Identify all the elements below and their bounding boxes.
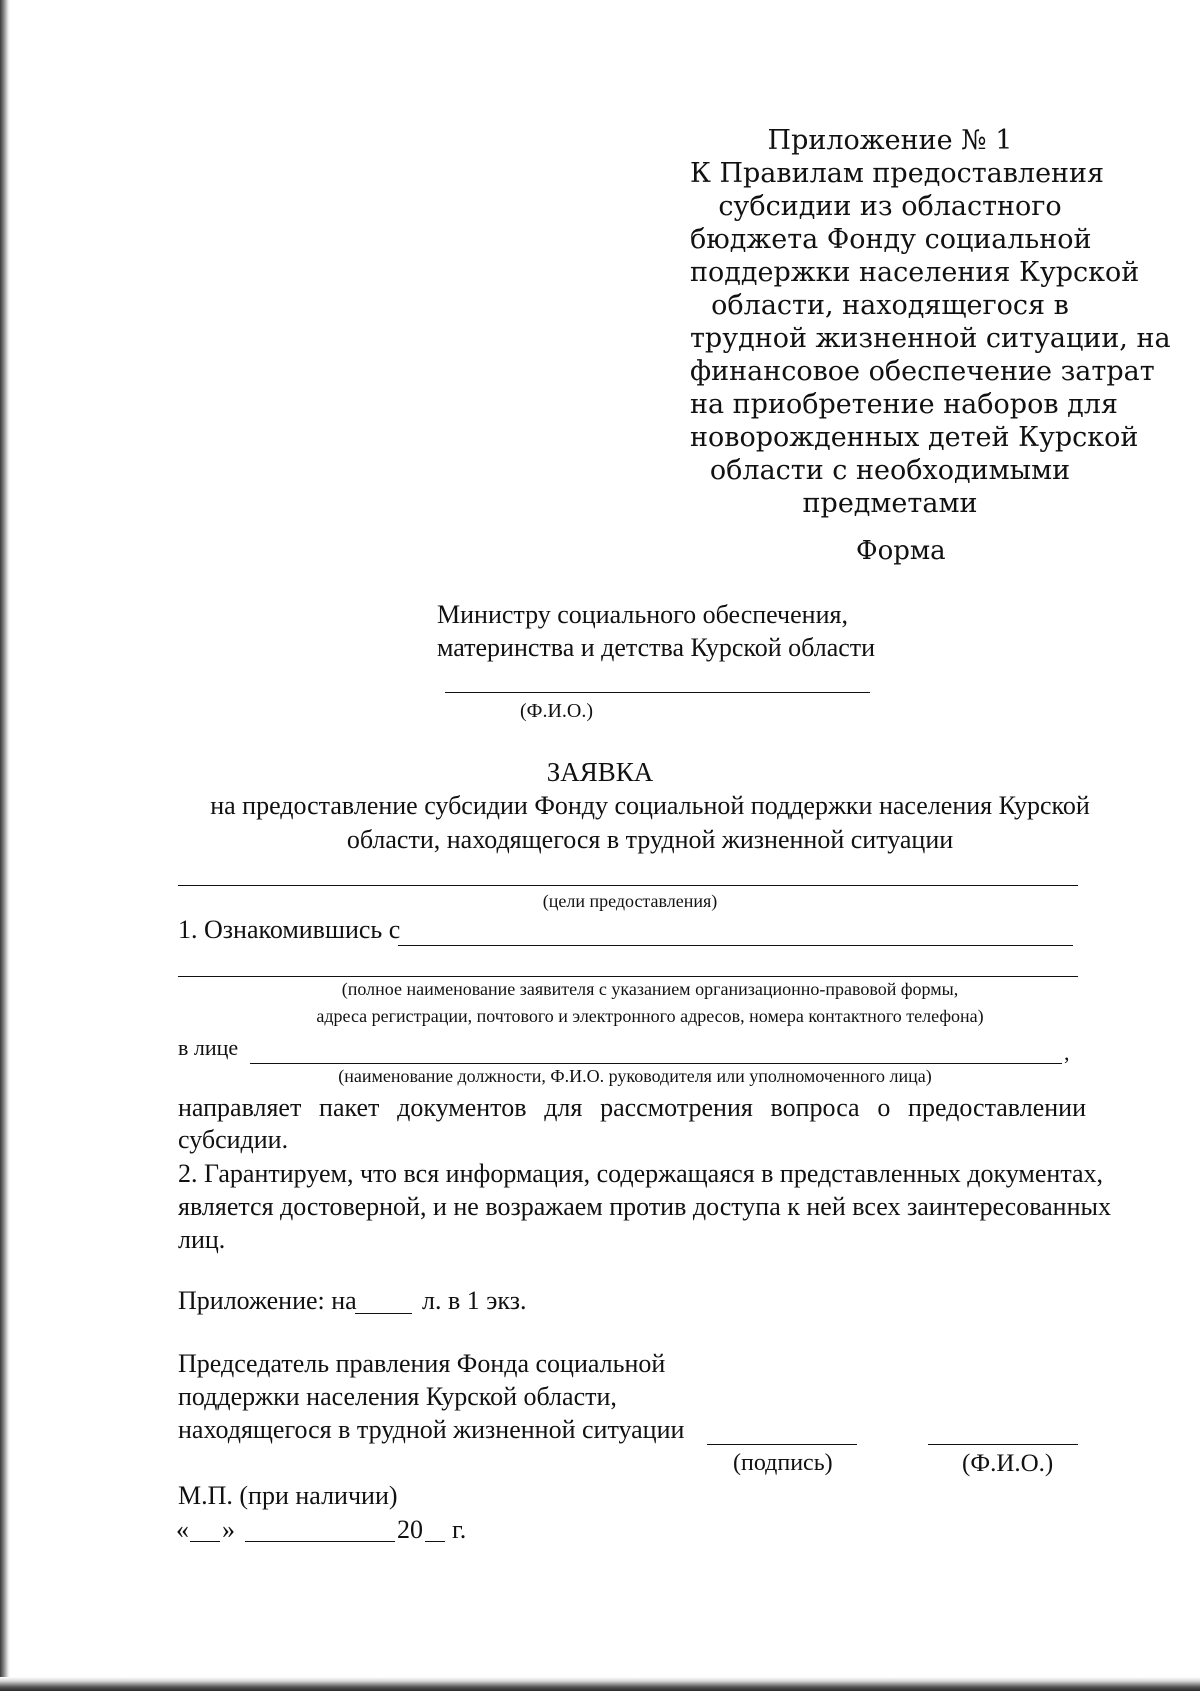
appendix-line: Приложение № 1	[767, 125, 1013, 156]
signatory-fio-field[interactable]	[928, 1444, 1078, 1445]
sends-line-1: направляет пакет документов для рассмотрения вопроса о предоставлении	[178, 1093, 1086, 1122]
signatory-line-2: поддержки населения Курской области,	[178, 1382, 617, 1411]
attachment-pages-field[interactable]	[355, 1313, 412, 1314]
title-line-1: на предоставление субсидии Фонду социальной поддержки населения Курской	[210, 791, 1090, 820]
applicant-field[interactable]	[178, 976, 1078, 977]
signatory-line-1: Председатель правления Фонда социальной	[178, 1349, 666, 1378]
applicant-caption-1: (полное наименование заявителя с указанием организационно-правовой формы,	[341, 979, 959, 999]
appendix-line: бюджета Фонду социальной	[690, 224, 1092, 255]
date-day-field[interactable]	[190, 1541, 220, 1542]
applicant-caption-2: адреса регистрации, почтового и электронного адресов, номера контактного телефона)	[316, 1006, 984, 1026]
person-caption: (наименование должности, Ф.И.О. руководителя или уполномоченного лица)	[338, 1066, 932, 1086]
in-person-label: в лице	[178, 1035, 239, 1060]
appendix-line: поддержки населения Курской	[690, 257, 1140, 288]
title-line-2: области, находящегося в трудной жизненной ситуации	[346, 825, 954, 854]
appendix-line: области с необходимыми	[709, 455, 1071, 486]
date-year-suffix: г.	[452, 1515, 467, 1544]
purpose-caption: (цели предоставления)	[542, 891, 718, 911]
addressee-fio-caption: (Ф.И.О.)	[520, 700, 594, 722]
appendix-header	[690, 124, 1171, 520]
appendix-line: предметами	[802, 488, 978, 519]
item2-line-3: лиц.	[178, 1225, 226, 1254]
form-label: Форма	[856, 536, 946, 566]
date-month-field[interactable]	[245, 1541, 395, 1542]
appendix-line: новорожденных детей Курской	[690, 422, 1139, 453]
appendix-line: финансовое обеспечение затрат	[690, 356, 1155, 387]
person-comma: ,	[1064, 1040, 1070, 1065]
stamp-label: М.П. (при наличии)	[178, 1481, 398, 1510]
item1-prefix: 1. Ознакомившись с	[178, 915, 401, 944]
attachment-prefix: Приложение: на	[178, 1286, 357, 1315]
sends-line-2: субсидии.	[178, 1125, 289, 1154]
date-quote-close: »	[222, 1515, 235, 1544]
item2-line-1: 2. Гарантируем, что вся информация, содержащаяся в представленных документах,	[178, 1159, 1104, 1188]
signature-caption: (подпись)	[733, 1450, 833, 1476]
attachment-suffix: л. в 1 экз.	[422, 1286, 527, 1315]
date-year-field[interactable]	[425, 1541, 445, 1542]
signature-field[interactable]	[707, 1444, 857, 1445]
signatory-line-3: находящегося в трудной жизненной ситуации	[178, 1415, 685, 1444]
addressee-fio-field[interactable]	[445, 692, 870, 693]
person-field[interactable]	[250, 1063, 1062, 1064]
purpose-field[interactable]	[178, 885, 1078, 886]
date-year-prefix: 20	[397, 1515, 423, 1544]
signatory-fio-caption: (Ф.И.О.)	[962, 1450, 1054, 1477]
appendix-line: субсидии из областного	[718, 191, 1062, 222]
addressee-line-2: материнства и детства Курской области	[437, 633, 876, 662]
appendix-line: К Правилам предоставления	[690, 158, 1105, 189]
addressee-line-1: Министру социального обеспечения,	[437, 600, 848, 629]
scan-bottom-edge	[0, 1677, 1200, 1691]
date-quote-open: «	[176, 1515, 189, 1544]
appendix-line: области, находящегося в	[711, 290, 1069, 321]
item1-field[interactable]	[398, 945, 1073, 946]
document-title: ЗАЯВКА	[546, 757, 654, 787]
appendix-line: трудной жизненной ситуации, на	[690, 323, 1171, 354]
appendix-line: на приобретение наборов для	[690, 389, 1118, 420]
item2-line-2: является достоверной, и не возражаем против доступа к ней всех заинтересованных	[178, 1192, 1111, 1221]
